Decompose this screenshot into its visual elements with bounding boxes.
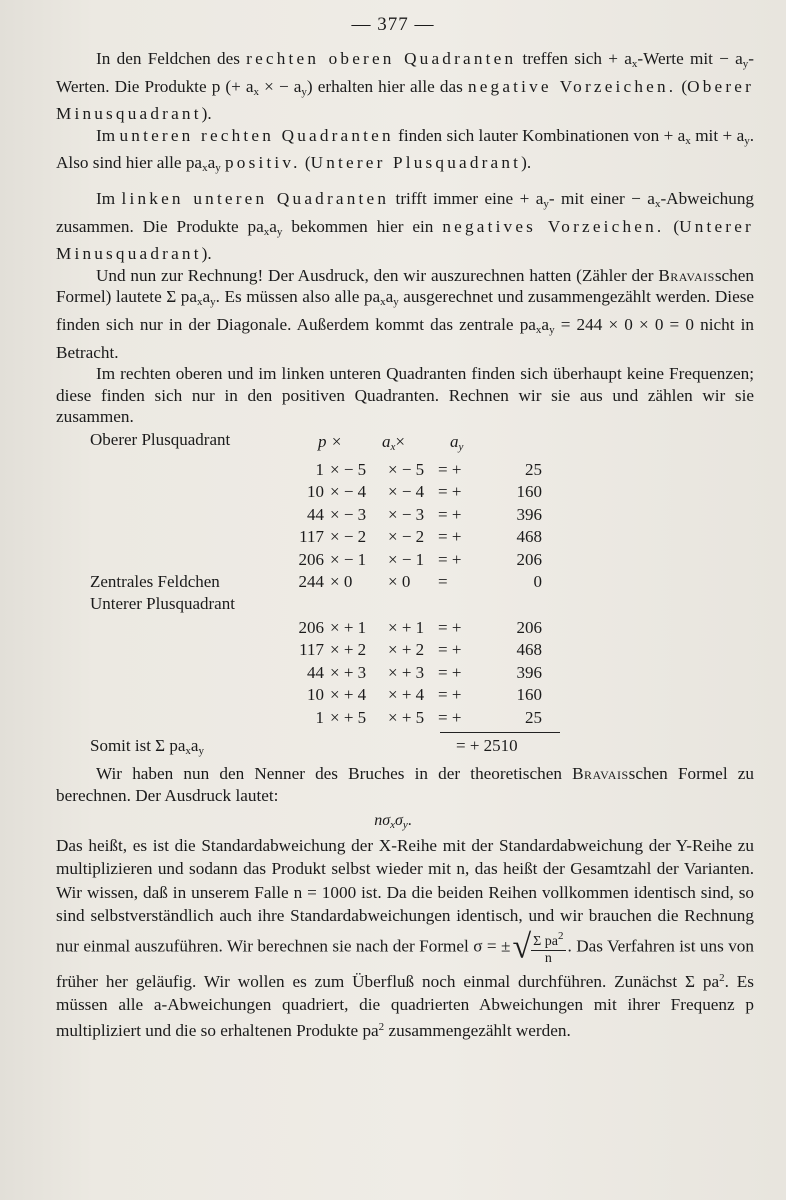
upper-row: [290, 550, 560, 572]
lower-prod: 206: [516, 618, 542, 637]
upper-ay: × − 2: [388, 527, 425, 547]
upper-ax: × − 3: [330, 504, 367, 524]
upper-prod: 206: [516, 549, 542, 569]
upper-prod: 468: [516, 527, 542, 547]
upper-prod: 25: [525, 460, 542, 479]
upper-eq: = +: [438, 527, 462, 547]
label-lower-plus-quadrant: Unterer Plusquadrant: [90, 594, 235, 613]
lower-ay: × + 1: [388, 618, 425, 637]
upper-eq: = +: [438, 504, 462, 524]
lower-eq: = +: [438, 640, 462, 660]
central-ay: × 0: [388, 572, 411, 591]
central-row: [290, 572, 560, 594]
page-number: — 377 —: [351, 14, 435, 35]
upper-ax: × − 2: [330, 527, 367, 547]
lower-ay: × + 2: [388, 640, 425, 660]
lower-p: 1: [315, 707, 324, 727]
upper-ay: × − 3: [388, 504, 425, 524]
upper-ay: × − 1: [388, 549, 425, 569]
lower-eq: = +: [438, 685, 462, 705]
sum-rule: [440, 732, 560, 733]
paragraph-standard-deviation: Das heißt, es ist die Standardabweichung der X-Reihe mit der Standardabweichung der Y-Reihe zu multiplizieren und sodann das Produkt selbst wieder mit n, das heißt der Gesamtzahl der Varianten. Wir wissen, daß in unserem Falle n = 1000 ist. Da die beiden Reihen vollkommen identisch sind, so sind selbstverständlich auch ihre Standardabweichungen identisch, und wir brauchen die Rechnung nur einmal auszuführen. Wir berechnen sie nach der Formel σ = ±√ $\frac{\Sigma pa^2}{n}$ . Das Verfahren ist uns von früher her geläufig. Wir wollen es zum Überfluß noch einmal durchführen. Zunächst Σ $pa^2$. Es müssen alle a-Abweichungen quadriert, die quadrierten Abweichungen mit ihrer Frequenz p multipliziert und die so erhaltenen Produkte $pa^2$ zusammengezählt werden.: [56, 836, 754, 1041]
upper-row: [290, 460, 560, 482]
paragraph-calculation-intro: Und nun zur Rechnung! Der Ausdruck, den wir auszurechnen hatten (Zähler der Bravaisschen Formel) lautete Σ $pa_xa_y$. Es müssen also alle $pa_xa_y$ ausgerechnet und zusammengezählt werden. Diese finden sich nur in der Diagonale. Außerdem kommt das zentrale $pa_xa_y = 244 \times 0 \times 0 = 0$ nicht in Betracht.: [56, 265, 755, 362]
central-eq: =: [438, 572, 448, 591]
lower-ay: × + 5: [388, 707, 425, 727]
upper-ay: × − 5: [388, 460, 425, 479]
lower-ay: × + 3: [388, 662, 425, 682]
lower-p: 117: [299, 640, 324, 660]
lower-p: 44: [307, 662, 324, 682]
upper-row: [290, 527, 560, 549]
sum-row: [290, 736, 560, 758]
calculation-table: [90, 430, 560, 760]
lower-ax: × + 2: [330, 640, 367, 660]
paragraph-frequencies: Im rechten oberen und im linken unteren Quadranten finden sich überhaupt keine Frequenzen; diese finden sich nur in den positiven Quadranten. Rechnen wir sie aus und zählen wir sie zusammen.: [56, 364, 754, 427]
label-upper-plus-quadrant: Oberer Plusquadrant: [90, 430, 231, 449]
sum-total: = + 2510: [456, 736, 518, 755]
central-product: 0: [533, 572, 542, 591]
lower-prod: 160: [516, 685, 542, 705]
lower-row: [290, 685, 560, 707]
paragraph-lower-left-quadrant: Im linken unteren Quadranten trifft immer eine + $a_y-$ mit einer − $a_x$-Abweichung zusammen. Die Produkte $pa_xa_y$ bekommen hier ein negatives Vorzeichen. (Unterer Minusquadrant).: [56, 188, 755, 264]
lower-prod: 25: [525, 707, 542, 727]
lower-row: [290, 640, 560, 662]
lower-row: [290, 618, 560, 640]
paragraph-lower-right-quadrant: Im unteren rechten Quadranten finden sich lauter Kombinationen von + $a_x$ mit + $a_y$. Also sind hier alle $pa_xa_y$ positiv. (Unterer Plusquadrant).: [56, 125, 755, 175]
lower-row: [290, 663, 560, 685]
lower-eq: = +: [438, 618, 462, 637]
upper-ay: × − 4: [388, 482, 425, 502]
lower-prod: 468: [516, 640, 542, 660]
lower-p: 10: [307, 685, 324, 705]
upper-eq: = +: [438, 549, 462, 569]
lower-eq: = +: [438, 707, 462, 727]
upper-prod: 160: [516, 482, 542, 502]
radical-sign-icon: √: [512, 928, 532, 966]
upper-row: [290, 482, 560, 504]
header-ax: $a_x\times$: [382, 432, 405, 453]
lower-p: 206: [298, 618, 324, 637]
text-block-denominator: [56, 763, 754, 806]
upper-p: 117: [299, 527, 324, 547]
lower-ay: × + 4: [388, 685, 425, 705]
lower-ax: × + 4: [330, 685, 367, 705]
paragraph-upper-right-quadrant: In den Feldchen des rechten oberen Quadranten treffen sich + $a_x$-Werte mit − $a_y$-Werten. Die Produkte p (+ $a_x$ × − $a_y$) erhalten hier alle das negative Vorzeichen. (Oberer Minusquadrant).: [56, 49, 755, 124]
lower-ax: × + 5: [330, 707, 367, 727]
header-ay: $a_y$: [450, 432, 464, 453]
upper-p: 44: [307, 504, 324, 524]
paragraph-denominator: Wir haben nun den Nenner des Bruches in der theoretischen Bravaisschen Formel zu berechnen. Der Ausdruck lautet:: [56, 764, 754, 805]
upper-prod: 396: [516, 504, 542, 524]
header-p: p ×: [318, 432, 343, 451]
label-sum: Somit ist Σ $pa_xa_y$: [90, 736, 204, 757]
upper-ax: × − 5: [330, 460, 367, 479]
sqrt-formula: √ $\frac{\Sigma pa^2}{n}$: [512, 928, 564, 966]
text-block-bottom: [56, 834, 754, 1043]
central-ax: × 0: [330, 572, 353, 591]
upper-p: 206: [298, 549, 324, 569]
upper-p: 10: [307, 482, 324, 502]
upper-ax: × − 4: [330, 482, 367, 502]
text-block-top: [56, 48, 754, 428]
upper-eq: = +: [438, 482, 462, 502]
label-central-cell: Zentrales Feldchen: [90, 572, 220, 591]
lower-ax: × + 1: [330, 618, 367, 637]
upper-row: [290, 505, 560, 527]
lower-prod: 396: [516, 662, 542, 682]
upper-ax: × − 1: [330, 549, 367, 569]
upper-eq: = +: [438, 460, 462, 479]
upper-p: 1: [315, 460, 324, 479]
formula-n-sigma: $n\sigma_x\sigma_y$.: [374, 812, 412, 831]
lower-row: [290, 708, 560, 730]
lower-eq: = +: [438, 662, 462, 682]
lower-ax: × + 3: [330, 662, 367, 682]
central-p: 244: [298, 572, 324, 591]
